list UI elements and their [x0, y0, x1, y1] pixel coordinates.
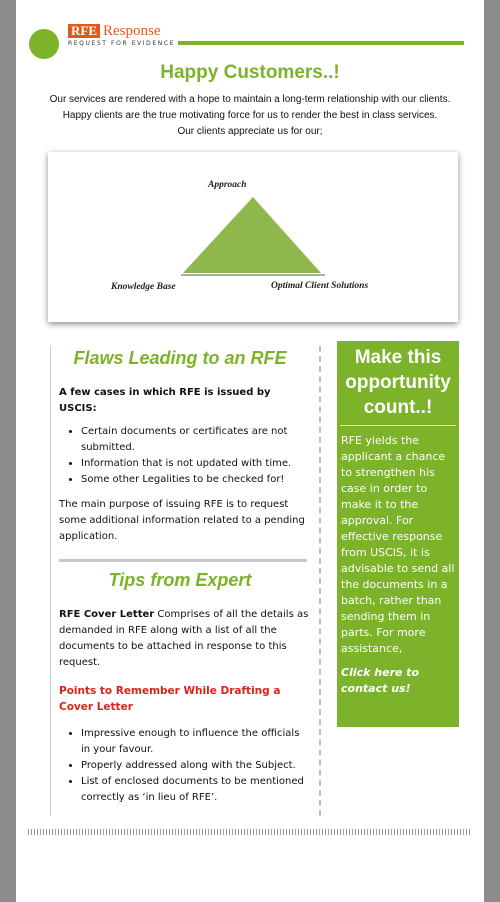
logo-response-text: Response	[103, 23, 161, 39]
points-list	[51, 726, 309, 806]
section-separator	[59, 559, 307, 562]
intro-line-1: Our services are rendered with a hope to maintain a long-term relationship with our clients.	[49, 94, 451, 105]
triangle-graphic	[48, 152, 458, 322]
flaws-list	[51, 424, 309, 488]
intro-line-3: Our clients appreciate us for our;	[177, 126, 323, 137]
cta-box	[337, 341, 459, 727]
points-heading: Points to Remember While Drafting a Cover Letter	[59, 685, 281, 713]
logo-tagline: REQUEST FOR EVIDENCE	[68, 40, 176, 47]
tips-cover-letter	[59, 607, 309, 671]
logo-rfe-text: RFE	[68, 24, 100, 38]
list-item: • Information that is not updated with time.	[81, 456, 309, 472]
list-item: • Certain documents or certificates are not submitted.	[81, 424, 309, 456]
cta-title: Make this opportunity count..!	[345, 347, 451, 418]
triangle-shape	[183, 197, 321, 273]
cover-letter-label: RFE Cover Letter	[59, 609, 155, 620]
diagram-label-approach: Approach	[208, 180, 247, 190]
cover-letter-text: Comprises of all the details as demanded in RFE along with a list of all the documents to be attached in response to this request.	[59, 609, 309, 668]
footer-divider	[28, 829, 472, 835]
list-item: • Properly addressed along with the Subject.	[81, 758, 309, 774]
contact-us-link[interactable]: Click here to contact us!	[341, 666, 420, 695]
logo-circle	[29, 29, 59, 59]
list-item: • Some other Legalities to be checked for!	[81, 472, 309, 488]
diagram-label-knowledge-base: Knowledge Base	[111, 282, 176, 292]
list-item: • Impressive enough to influence the officials in your favour.	[81, 726, 309, 758]
flaws-purpose: The main purpose of issuing RFE is to request some additional information related to a pending application.	[59, 499, 305, 542]
page-title: Happy Customers..!	[160, 62, 340, 83]
list-item: • List of enclosed documents to be mentioned correctly as ‘in lieu of RFE’.	[81, 774, 309, 806]
approach-diagram	[48, 152, 458, 322]
newsletter-page	[16, 0, 484, 902]
diagram-label-optimal-solutions: Optimal Client Solutions	[271, 281, 369, 291]
cta-text: RFE yields the applicant a chance to strengthen his case in order to make it to the approval. For effective response from USCIS, it is advisable to send all the documents in a batch, rather than sending them in parts. For more assistance,	[341, 434, 455, 655]
intro-line-2: Happy clients are the true motivating force for us to render the best in class services.	[62, 110, 438, 121]
tips-heading: Tips from Expert	[108, 570, 252, 590]
left-column	[50, 346, 309, 816]
column-divider	[319, 346, 321, 816]
flaws-lead: A few cases in which RFE is issued by USCIS:	[59, 387, 271, 414]
flaws-heading: Flaws Leading to an RFE	[73, 348, 287, 368]
header-divider	[178, 41, 464, 45]
intro-text	[18, 92, 482, 140]
